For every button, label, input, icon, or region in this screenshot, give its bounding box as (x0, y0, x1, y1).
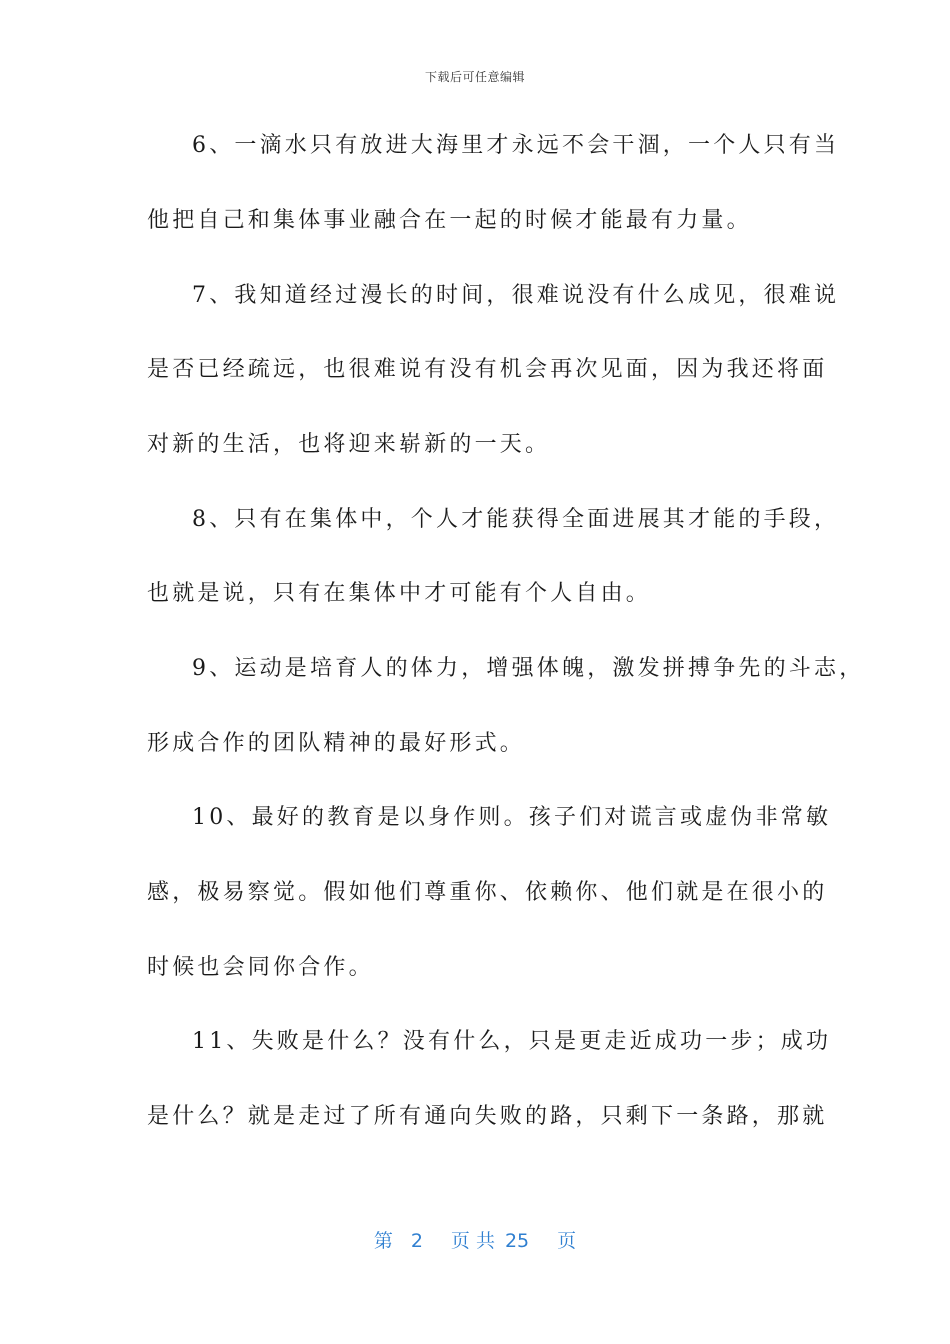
text-line: 形成合作的团队精神的最好形式。 (147, 731, 526, 756)
page-middle: 页 共 (450, 1230, 495, 1252)
page-suffix: 页 (557, 1230, 577, 1252)
text-line: 对新的生活，也将迎来崭新的一天。 (147, 432, 551, 457)
text-line: 9、运动是培育人的体力，增强体魄，激发拼搏争先的斗志， (192, 656, 865, 681)
text-line: 7、我知道经过漫长的时间，很难说没有什么成见，很难说 (192, 283, 840, 308)
page-footer (0, 1226, 950, 1253)
text-line: 11、失败是什么？没有什么，只是更走近成功一步；成功 (192, 1029, 832, 1054)
text-line: 是什么？就是走过了所有通向失败的路，只剩下一条路，那就 (147, 1104, 828, 1129)
text-line: 8、只有在集体中，个人才能获得全面进展其才能的手段， (192, 507, 840, 532)
text-line: 感，极易察觉。假如他们尊重你、依赖你、他们就是在很小的 (147, 880, 828, 905)
text-line: 6、一滴水只有放进大海里才永远不会干涸，一个人只有当 (192, 133, 840, 158)
total-pages-number: 25 (504, 1230, 530, 1252)
download-note: 下载后可任意编辑 (424, 70, 525, 84)
text-line: 也就是说，只有在集体中才可能有个人自由。 (147, 581, 652, 606)
current-page-number: 2 (410, 1230, 423, 1252)
page-prefix: 第 (373, 1230, 393, 1252)
text-line: 他把自己和集体事业融合在一起的时候才能最有力量。 (147, 208, 752, 233)
text-line: 是否已经疏远，也很难说有没有机会再次见面，因为我还将面 (147, 357, 828, 382)
text-line: 10、最好的教育是以身作则。孩子们对谎言或虚伪非常敏 (192, 805, 832, 830)
text-line: 时候也会同你合作。 (147, 955, 374, 980)
